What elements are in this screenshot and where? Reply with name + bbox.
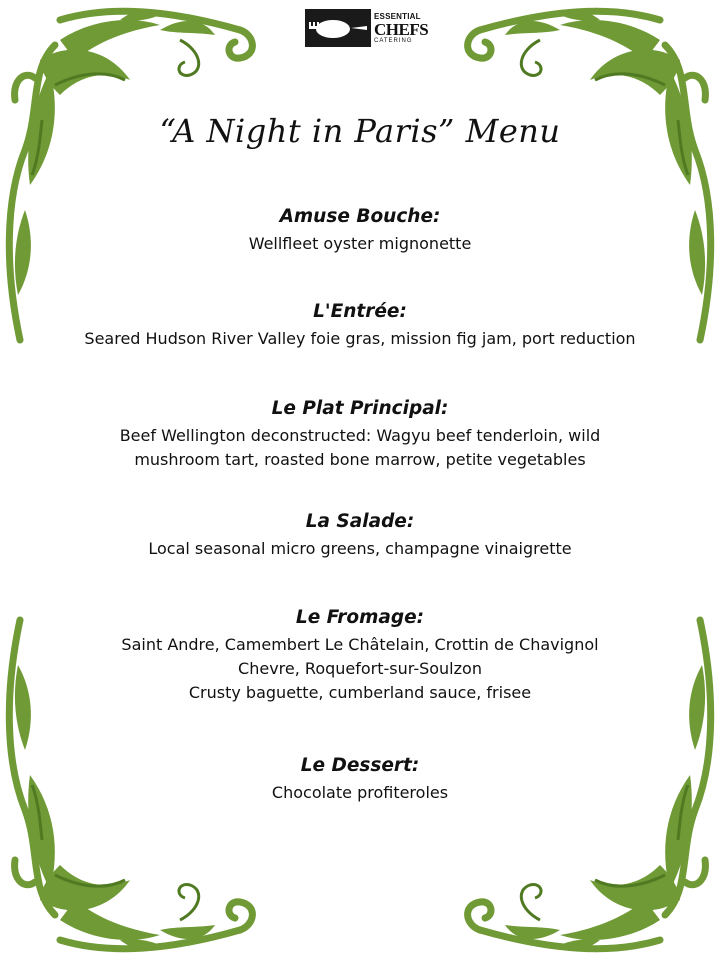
- course-description: Local seasonal micro greens, champagne vinaigrette: [148, 539, 572, 558]
- course-description: Seared Hudson River Valley foie gras, mission fig jam, port reduction: [84, 329, 636, 348]
- logo-wordmark: [374, 9, 428, 47]
- menu-course: [40, 754, 680, 805]
- menu-course: [40, 205, 680, 256]
- course-heading: Le Plat Principal:: [271, 398, 449, 419]
- corner-ornament-top-right: [450, 0, 720, 350]
- course-heading: L'Entrée:: [313, 301, 407, 322]
- menu-course: [40, 510, 680, 561]
- course-description: Chocolate profiteroles: [271, 783, 449, 802]
- logo-line-3: CATERING: [374, 37, 413, 44]
- course-heading: Le Dessert:: [300, 755, 420, 776]
- menu-course: [40, 397, 680, 472]
- logo-line-2: CHEFS: [374, 19, 429, 39]
- plate-fork-knife-icon: [305, 9, 371, 47]
- menu-course: [40, 606, 680, 705]
- course-description: Beef Wellington deconstructed: Wagyu beef tenderloin, wild: [119, 426, 601, 445]
- course-description: mushroom tart, roasted bone marrow, petite vegetables: [134, 450, 586, 469]
- course-heading: La Salade:: [305, 511, 415, 532]
- course-description: Wellfleet oyster mignonette: [248, 234, 472, 253]
- scroll-ornament-icon: [0, 0, 270, 350]
- menu-course: [40, 300, 680, 351]
- caterer-logo: [305, 9, 429, 47]
- menu-title: “A Night in Paris” Menu: [159, 112, 561, 150]
- corner-ornament-top-left: [0, 0, 270, 350]
- course-heading: Amuse Bouche:: [279, 206, 441, 227]
- course-heading: Le Fromage:: [295, 607, 425, 628]
- course-description: Chevre, Roquefort-sur-Soulzon: [238, 659, 482, 678]
- course-description: Saint Andre, Camembert Le Châtelain, Crottin de Chavignol: [121, 635, 599, 654]
- scroll-ornament-icon: [450, 0, 720, 350]
- course-description: Crusty baguette, cumberland sauce, frisee: [188, 683, 532, 702]
- logo-line-1: ESSENTIAL: [374, 11, 421, 21]
